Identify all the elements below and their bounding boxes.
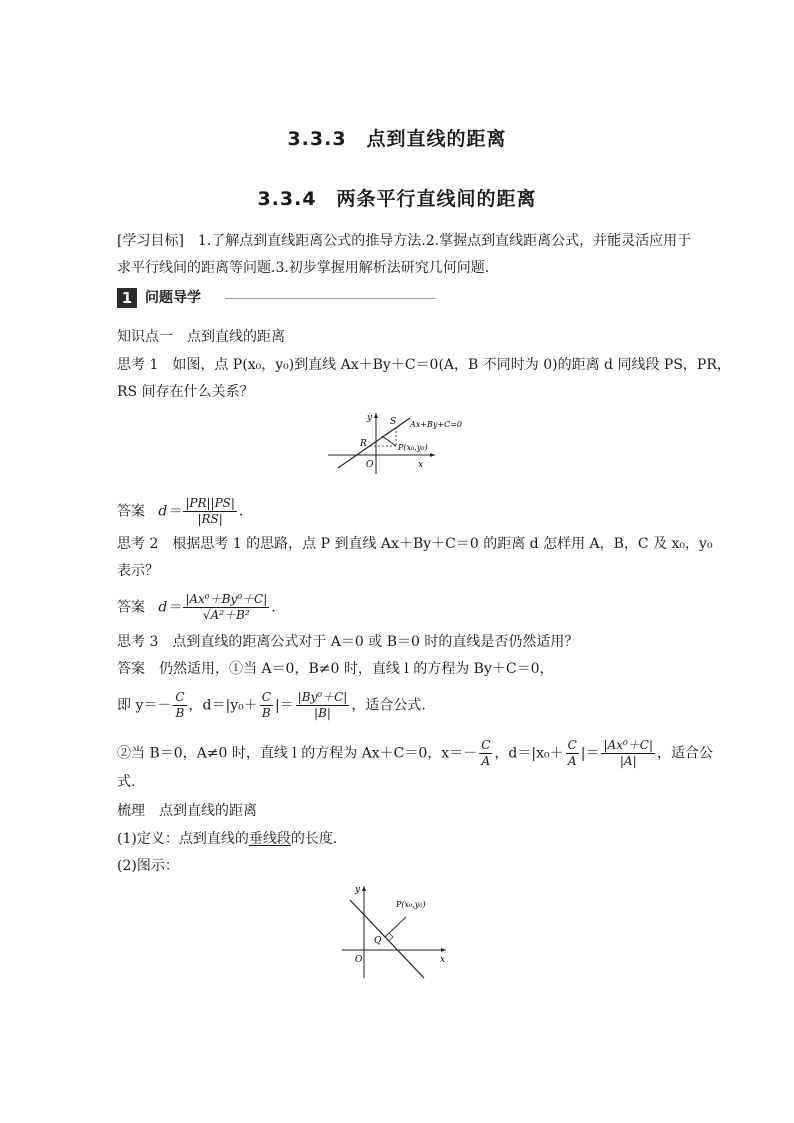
figure-2 — [336, 880, 456, 982]
fig1-label-s: S — [390, 417, 397, 427]
section-divider — [225, 298, 435, 299]
a3-f3d: |B| — [314, 706, 331, 720]
section-number: 1 — [117, 288, 137, 308]
figure-1 — [320, 408, 480, 476]
fig2-label-p: P(x₀,y₀) — [396, 900, 426, 909]
a3-f2n: C — [261, 690, 271, 704]
a3-frac-2 — [260, 690, 273, 721]
summary-definition — [117, 829, 337, 849]
a3-f1n: C — [175, 690, 185, 704]
answer-1-end: . — [238, 503, 244, 520]
think1-line-1: 思考 1 如图，点 P(x₀，y₀)到直线 Ax＋By＋C＝0(A，B 不同时为 0)的距离 d 同线段 PS，PR， — [117, 357, 731, 373]
a3-frac-3 — [296, 690, 350, 721]
summary-heading: 梳理 点到直线的距离 — [117, 803, 257, 819]
answer-1 — [117, 496, 243, 527]
think3: 思考 3 点到直线的距离公式对于 A＝0 或 B＝0 时的直线是否仍然适用？ — [117, 634, 579, 650]
a3-f6n: |Ax⁰＋C| — [603, 738, 653, 752]
a3-f2d: B — [261, 706, 271, 720]
summary-def-b: 的长度. — [290, 831, 338, 847]
answer-3-line-1: 答案 仍然适用，①当 A＝0，B≠0 时，直线 l 的方程为 By＋C＝0， — [117, 661, 554, 677]
a3-l3d: ，适合公 — [657, 745, 713, 762]
fig1-label-eq: Ax+By+C=0 — [410, 420, 463, 429]
answer-2-num: |Ax⁰＋By⁰＋C| — [185, 592, 268, 606]
section-title: 问题导学 — [145, 290, 201, 306]
a3-frac-5 — [566, 738, 579, 769]
fig2-right-angle — [389, 933, 393, 941]
fig2-label-x: x — [440, 955, 446, 965]
a3-f6d: |A| — [619, 754, 637, 768]
answer-2-fraction — [183, 592, 269, 623]
answer-2 — [117, 592, 276, 623]
summary-def-underlined: 垂线段 — [248, 831, 291, 847]
a3-l2a: 即 y＝－ — [117, 697, 172, 714]
fig1-x-arrow — [430, 453, 435, 457]
a3-l2d: ，适合公式. — [351, 697, 426, 714]
a3-frac-6 — [601, 738, 655, 769]
think2-line-1: 思考 2 根据思考 1 的思路，点 P 到直线 Ax＋By＋C＝0 的距离 d 怎样用 A，B，C 及 x₀，y₀ — [117, 536, 713, 552]
fig2-y-arrow — [362, 886, 366, 891]
a3-f4n: C — [481, 738, 491, 752]
a3-f3n: |By⁰＋C| — [297, 690, 348, 704]
think2-line-2: 表示？ — [117, 563, 159, 579]
fig2-label-y: y — [355, 885, 361, 895]
fig1-label-r: R — [360, 439, 367, 449]
a3-f5n: C — [567, 738, 577, 752]
fig2-label-q: Q — [374, 936, 382, 946]
fig1-perpendicular — [382, 436, 396, 446]
fig1-label-x: x — [418, 460, 424, 470]
answer-1-fraction — [183, 496, 237, 527]
a3-l3a: ②当 B＝0，A≠0 时，直线 l 的方程为 Ax＋C＝0，x＝－ — [117, 745, 478, 762]
objectives-line-1: [学习目标] 1.了解点到直线距离公式的推导方法.2.掌握点到直线距离公式，并能灵活应用于 — [117, 233, 692, 249]
answer-2-den: √A²＋B² — [202, 608, 250, 622]
fig1-label-p: P(x₀,y₀) — [398, 443, 428, 452]
a3-f1d: B — [175, 706, 185, 720]
answer-1-den: |RS| — [197, 512, 223, 526]
answer-1-lhs: d＝ — [158, 503, 182, 520]
a3-l2b: ，d＝|y₀＋ — [188, 697, 258, 714]
a3-frac-4 — [479, 738, 492, 769]
a3-l3c: |＝ — [580, 745, 600, 762]
knowledge-point-heading: 知识点一 点到直线的距离 — [117, 329, 285, 345]
fig2-x-arrow — [441, 948, 446, 952]
a3-l2c: |＝ — [274, 697, 294, 714]
page-title: 3.3.3 点到直线的距离 — [287, 128, 507, 150]
a3-f4d: A — [481, 754, 491, 768]
summary-def-a: (1)定义：点到直线的 — [117, 831, 249, 847]
answer-3-line-4: 式. — [117, 774, 136, 790]
a3-l3b: ，d＝|x₀＋ — [494, 745, 564, 762]
a3-f5d: A — [567, 754, 577, 768]
fig1-label-y: y — [367, 413, 373, 423]
fig2-line-l — [350, 900, 424, 978]
fig2-label-o: O — [355, 955, 363, 965]
fig2-perpendicular — [385, 917, 406, 937]
answer-2-lhs: d＝ — [158, 599, 182, 616]
summary-figure-label: (2)图示： — [117, 858, 179, 874]
objectives-line-2: 求平行线间的距离等问题.3.初步掌握用解析法研究几何问题. — [117, 260, 490, 276]
answer-2-end: . — [271, 599, 276, 616]
answer-1-num: |PR||PS| — [185, 496, 235, 510]
a3-frac-1 — [173, 690, 186, 721]
fig1-y-arrow — [374, 413, 378, 418]
answer-2-label: 答案 — [117, 599, 145, 616]
fig1-label-o: O — [366, 460, 374, 470]
answer-1-label: 答案 — [117, 503, 145, 520]
answer-3-line-3 — [117, 738, 713, 769]
page-subtitle: 3.3.4 两条平行直线间的距离 — [257, 188, 537, 210]
answer-3-line-2 — [117, 690, 426, 721]
section-header — [117, 288, 437, 310]
think1-line-2: RS 间存在什么关系？ — [117, 384, 254, 400]
